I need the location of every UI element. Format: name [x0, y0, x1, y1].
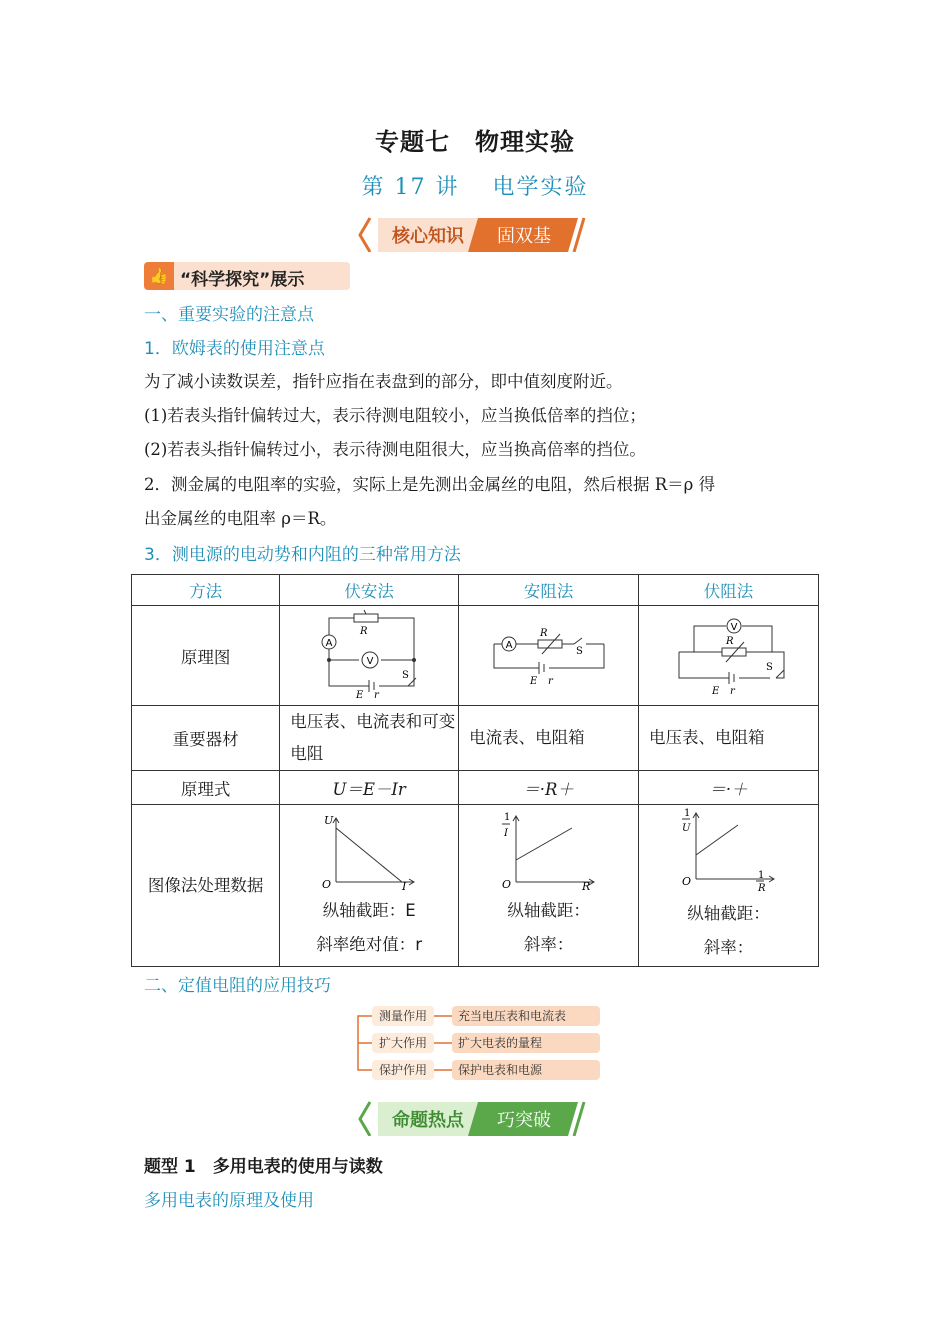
science-inquiry-badge [144, 262, 350, 290]
graph-origin: O [322, 877, 332, 890]
page-title: 专题七 物理实验 [375, 128, 575, 156]
intercept-text: 纵轴截距：E [322, 900, 416, 920]
badge-label: “科学探究”展示 [180, 270, 305, 290]
resistor-box-label: R [725, 635, 734, 647]
circuit-svg-2 [464, 608, 634, 700]
row-label: 图像法处理数据 [132, 805, 280, 967]
graph-origin: O [681, 874, 691, 888]
graph-y-den: U [681, 822, 690, 834]
switch-label: S [575, 645, 583, 657]
question-type-subheading: 多用电表的原理及使用 [144, 1191, 314, 1211]
row-label: 原理图 [132, 606, 280, 706]
emf-label: E [529, 675, 537, 687]
slope-text: 斜率： [703, 937, 754, 957]
circuit-svg-1 [284, 608, 454, 700]
row-label: 原理式 [132, 771, 280, 805]
flow-left-measure: 测量作用 [372, 1006, 434, 1026]
paragraph-2: (1)若表头指针偏转过大，表示待测电阻较小，应当换低倍率的挡位； [144, 406, 646, 425]
resistor-box-label: R [539, 627, 548, 639]
banner1-left-text: 核心知识 [392, 226, 464, 247]
graph-inv-u-inv-r [674, 807, 784, 893]
graph-x-num: 1 [757, 869, 764, 881]
ammeter-label: A [505, 639, 512, 651]
banner2-left-text: 命题热点 [392, 1110, 464, 1131]
paragraph-4b: 出金属丝的电阻率 ρ＝R。 [144, 509, 337, 528]
paragraph-1: 为了减小读数误差，指针应指在表盘到的部分，即中值刻度附近。 [144, 372, 623, 391]
equipment-cell: 电流表、电阻箱 [459, 706, 639, 771]
table-header-row [132, 575, 819, 606]
emf-label: E [711, 685, 719, 697]
graph-inv-i-r [494, 810, 604, 890]
graph-origin: O [501, 877, 511, 890]
ammeter-label: A [325, 637, 333, 649]
fixed-resistor-flowchart [352, 1004, 602, 1080]
graph-cell-2 [459, 805, 639, 967]
flow-left-protect: 保护作用 [372, 1060, 434, 1080]
formula-cell: ＝·＋ [639, 771, 819, 805]
item1-heading: 1．欧姆表的使用注意点 [144, 339, 325, 359]
flow-right-measure: 充当电压表和电流表 [452, 1006, 600, 1026]
graph-y-num: 1 [683, 807, 690, 819]
voltmeter-label: V [730, 621, 737, 633]
intercept-text: 纵轴截距： [507, 900, 590, 920]
flow-right-expand: 扩大电表的量程 [452, 1033, 600, 1053]
item3-heading: 3．测电源的电动势和内阻的三种常用方法 [144, 545, 461, 565]
resistor-label: R [360, 625, 368, 637]
question-type-heading: 题型 1 多用电表的使用与读数 [144, 1157, 383, 1177]
graph-y-den: I [503, 827, 508, 839]
intercept-text: 纵轴截距： [687, 903, 770, 923]
table-header-cell: 伏安法 [280, 575, 459, 606]
formula-cell: ＝·R＋ [459, 771, 639, 805]
banner1-right-text: 固双基 [497, 226, 551, 247]
paragraph-3: (2)若表头指针偏转过小，表示待测电阻很大，应当换高倍率的挡位。 [144, 440, 646, 459]
flow-right-protect: 保护电表和电源 [452, 1060, 600, 1080]
emf-label: E [356, 689, 364, 700]
graph-x-label: R [581, 879, 590, 890]
internal-r-label: r [547, 675, 553, 687]
circuit-diagram-ammeter-box [459, 606, 639, 706]
graph-cell-3 [639, 805, 819, 967]
formula-cell: U＝E－Ir [280, 771, 459, 805]
graph-x-den: R [757, 882, 766, 893]
table-header-cell: 安阻法 [459, 575, 639, 606]
internal-r-label: r [374, 689, 379, 700]
circuit-diagram-voltmeter-box [639, 606, 819, 706]
graph-u-i [314, 810, 424, 890]
hot-topics-banner [356, 1100, 592, 1136]
methods-table [131, 574, 819, 967]
lecture-subtitle: 第 17 讲 电学实验 [361, 175, 589, 200]
graph-x-label: I [402, 879, 407, 890]
core-knowledge-banner [356, 216, 592, 252]
graph-y-label: U [324, 813, 334, 827]
table-header-cell: 伏阻法 [639, 575, 819, 606]
slope-text: 斜率绝对值：r [316, 934, 423, 954]
circuit-diagram-voltammeter [280, 606, 459, 706]
paragraph-4a: 2．测金属的电阻率的实验，实际上是先测出金属丝的电阻，然后根据 R＝ρ 得 [144, 475, 716, 494]
internal-r-label: r [729, 685, 735, 697]
table-row [132, 706, 819, 771]
equipment-cell: 电压表、电流表和可变电阻 [280, 706, 459, 771]
graph-cell-1 [280, 805, 459, 967]
table-header-cell: 方法 [132, 575, 280, 606]
graph-y-num: 1 [503, 811, 510, 823]
circuit-svg-3 [644, 608, 814, 700]
table-row [132, 805, 819, 967]
switch-label: S [765, 661, 773, 673]
flow-left-expand: 扩大作用 [372, 1033, 434, 1053]
voltmeter-label: V [366, 655, 374, 667]
section2-heading: 二、定值电阻的应用技巧 [144, 976, 331, 996]
table-row [132, 771, 819, 805]
table-row [132, 606, 819, 706]
row-label: 重要器材 [132, 706, 280, 771]
banner2-right-text: 巧突破 [497, 1110, 551, 1131]
section1-heading: 一、重要实验的注意点 [144, 305, 314, 325]
equipment-cell: 电压表、电阻箱 [639, 706, 819, 771]
switch-label: S [402, 669, 410, 681]
thumbs-up-icon: 👍 [144, 262, 174, 290]
slope-text: 斜率： [523, 934, 574, 954]
